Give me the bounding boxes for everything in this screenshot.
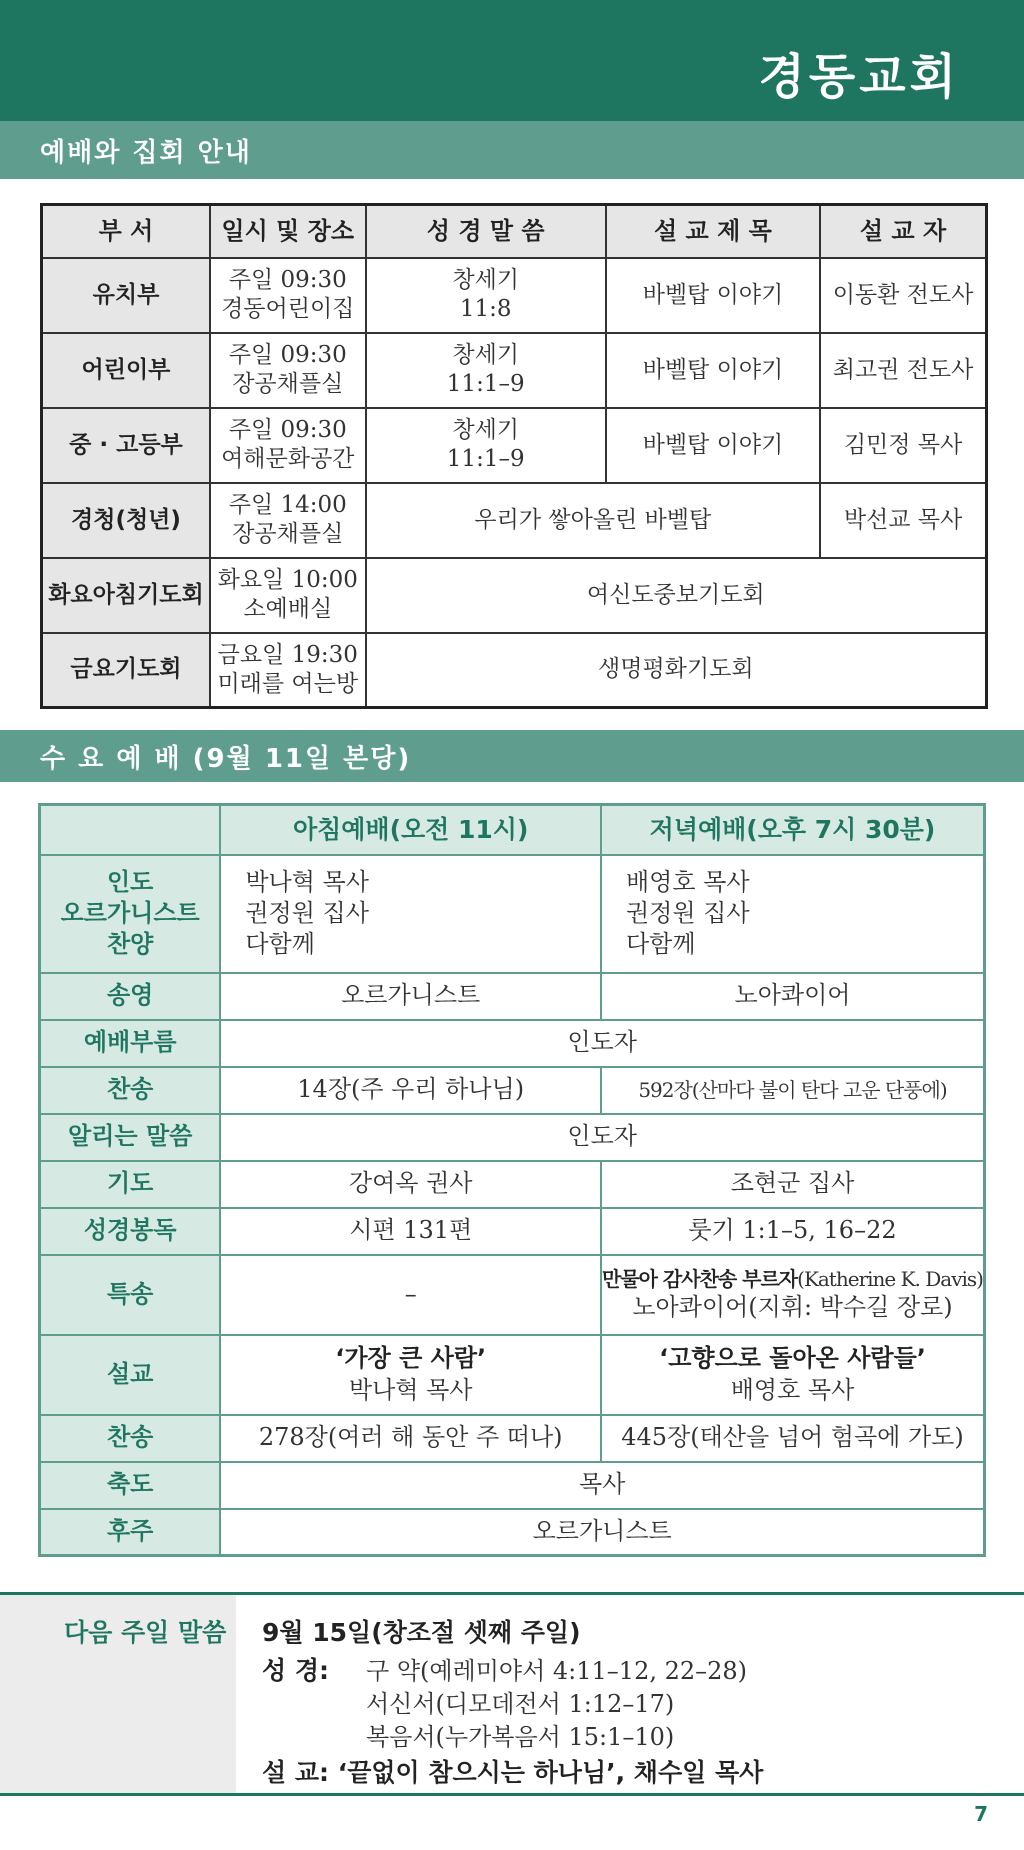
- row-label: 송영: [40, 973, 221, 1020]
- table-header-row: [42, 205, 987, 258]
- time-text: 금요일 19:30: [217, 642, 358, 668]
- col-header-time: 일시 및 장소: [210, 205, 366, 258]
- col-header-title: 설 교 제 목: [606, 205, 820, 258]
- table-row: [40, 1161, 985, 1208]
- preacher-cell: 김민정 목사: [820, 408, 986, 483]
- evening-cell: [601, 1255, 985, 1335]
- row-label: 후주: [40, 1509, 221, 1556]
- evening-cell: [601, 1335, 985, 1415]
- time-text: 주일 14:00: [228, 492, 347, 519]
- title-cell: 생명평화기도회: [366, 633, 987, 708]
- next-sermon: 설 교: ‘끝없이 참으시는 하나님’, 채수일 목사: [262, 1758, 764, 1787]
- scripture-key: 성 경:: [262, 1656, 330, 1685]
- roles-morning-cell: [220, 855, 601, 973]
- morning-cell: [220, 1335, 601, 1415]
- dept-cell: 금요기도회: [42, 633, 210, 708]
- table-row: [42, 558, 987, 633]
- dept-cell: 어린이부: [42, 333, 210, 408]
- roles-evening-cell: [601, 855, 985, 973]
- sermon-preacher: 배영호 목사: [730, 1375, 855, 1404]
- row-label: 알리는 말씀: [40, 1114, 221, 1161]
- shared-cell: 오르가니스트: [220, 1509, 984, 1556]
- sermon-title: ‘가장 큰 사람’: [335, 1344, 487, 1373]
- time-text: 주일 09:30: [228, 267, 347, 294]
- sermon-title: ‘고향으로 돌아온 사람들’: [659, 1344, 926, 1373]
- role-name: 다함께: [245, 930, 315, 959]
- title-cell: 여신도중보기도회: [366, 558, 987, 633]
- time-cell: [210, 408, 366, 483]
- role-label-praise: 찬양: [107, 930, 154, 959]
- role-label-organist: 오르가니스트: [60, 898, 200, 927]
- shared-cell: 목사: [220, 1462, 984, 1509]
- row-label: 설교: [40, 1335, 221, 1415]
- place-text: 장공채플실: [232, 371, 344, 397]
- place-text: 여해문화공간: [221, 446, 355, 472]
- role-name: 권정원 집사: [626, 898, 750, 927]
- table-row: [40, 1255, 985, 1335]
- next-sunday-section: [0, 1592, 1024, 1796]
- header-bar: [0, 0, 1024, 121]
- col-header-scripture: 성 경 말 씀: [366, 205, 606, 258]
- row-label: 기도: [40, 1161, 221, 1208]
- evening-cell: 룻기 1:1–5, 16–22: [601, 1208, 985, 1255]
- scripture-cell: [366, 408, 606, 483]
- title-cell: 바벨탑 이야기: [606, 408, 820, 483]
- corner-cell: [40, 805, 221, 855]
- place-text: 경동어린이집: [221, 296, 355, 322]
- dept-cell: 유치부: [42, 258, 210, 333]
- time-text: 화요일 10:00: [217, 567, 358, 594]
- row-label: 예배부름: [40, 1020, 221, 1067]
- table-row: [40, 1462, 985, 1509]
- table-row: [40, 973, 985, 1020]
- scripture-line: 구 약(예레미야서 4:11–12, 22–28): [366, 1657, 748, 1685]
- role-name: 다함께: [626, 930, 696, 959]
- table-row: [40, 1208, 985, 1255]
- wednesday-service-table: [38, 803, 986, 1557]
- col-header-preacher: 설 교 자: [820, 205, 986, 258]
- next-sunday-label: 다음 주일 말씀: [64, 1618, 227, 1647]
- special-song-composer: (Katherine K. Davis): [797, 1266, 983, 1291]
- row-label: 찬송: [40, 1415, 221, 1462]
- evening-cell: 592장(산마다 불이 탄다 고운 단풍에): [601, 1067, 985, 1114]
- role-label-leader: 인도: [107, 867, 154, 896]
- table-header-row: [40, 805, 985, 855]
- scripture-verse: 11:8: [459, 296, 512, 322]
- time-cell: [210, 258, 366, 333]
- dept-cell: 중 · 고등부: [42, 408, 210, 483]
- shared-cell: 인도자: [220, 1114, 984, 1161]
- table-row: [42, 633, 987, 708]
- title-cell: 바벨탑 이야기: [606, 333, 820, 408]
- title-cell: 우리가 쌓아올린 바벨탑: [366, 483, 820, 558]
- scripture-verse: 11:1–9: [446, 371, 525, 397]
- church-name: 경동교회: [758, 49, 960, 105]
- col-header-dept: 부 서: [42, 205, 210, 258]
- table-row: [40, 1509, 985, 1556]
- time-text: 주일 09:30: [228, 417, 347, 444]
- row-label: 찬송: [40, 1067, 221, 1114]
- row-label: 성경봉독: [40, 1208, 221, 1255]
- section-title-wednesday: 수 요 예 배 (9월 11일 본당): [0, 730, 1024, 782]
- scripture-verse: 11:1–9: [446, 446, 525, 472]
- role-name: 배영호 목사: [626, 867, 750, 896]
- role-name: 권정원 집사: [245, 898, 369, 927]
- time-text: 주일 09:30: [228, 342, 347, 369]
- table-row: [40, 1067, 985, 1114]
- role-name: 박나혁 목사: [245, 867, 369, 896]
- services-table: [40, 203, 988, 709]
- morning-cell: 오르가니스트: [220, 973, 601, 1020]
- table-row: [40, 1415, 985, 1462]
- table-row: [42, 258, 987, 333]
- sermon-preacher: 박나혁 목사: [348, 1375, 473, 1404]
- time-cell: [210, 483, 366, 558]
- morning-cell: 시편 131편: [220, 1208, 601, 1255]
- special-song-title: 만물아 감사찬송 부르자: [602, 1266, 798, 1291]
- time-cell: [210, 633, 366, 708]
- scripture-line: 서신서(디모데전서 1:12–17): [366, 1690, 675, 1718]
- col-header-evening: 저녁예배(오후 7시 30분): [601, 805, 985, 855]
- table-row: [42, 408, 987, 483]
- section-title-services: 예배와 집회 안내: [0, 121, 1024, 179]
- scripture-book: 창세기: [452, 267, 520, 294]
- scripture-cell: [366, 258, 606, 333]
- evening-cell: 445장(태산을 넘어 험곡에 가도): [601, 1415, 985, 1462]
- row-label: 축도: [40, 1462, 221, 1509]
- preacher-cell: 박선교 목사: [820, 483, 986, 558]
- dept-cell: 화요아침기도회: [42, 558, 210, 633]
- evening-cell: 노아콰이어: [601, 973, 985, 1020]
- table-row: [40, 1335, 985, 1415]
- page-number: 7: [974, 1802, 988, 1826]
- preacher-cell: 이동환 전도사: [820, 258, 986, 333]
- table-row: [42, 333, 987, 408]
- table-row: [40, 1020, 985, 1067]
- row-label: 특송: [40, 1255, 221, 1335]
- scripture-cell: [366, 333, 606, 408]
- morning-cell: 278장(여러 해 동안 주 떠나): [220, 1415, 601, 1462]
- col-header-morning: 아침예배(오전 11시): [220, 805, 601, 855]
- roles-label-cell: [40, 855, 221, 973]
- time-cell: [210, 333, 366, 408]
- morning-cell: 14장(주 우리 하나님): [220, 1067, 601, 1114]
- shared-cell: 인도자: [220, 1020, 984, 1067]
- next-sunday-date: 9월 15일(창조절 셋째 주일): [262, 1618, 581, 1647]
- scripture-line: 복음서(누가복음서 15:1–10): [366, 1723, 675, 1751]
- special-song-choir: 노아콰이어(지휘: 박수길 장로): [632, 1292, 953, 1321]
- title-cell: 바벨탑 이야기: [606, 258, 820, 333]
- table-row: [42, 483, 987, 558]
- table-row: [40, 1114, 985, 1161]
- scripture-book: 창세기: [452, 342, 520, 369]
- preacher-cell: 최고권 전도사: [820, 333, 986, 408]
- morning-cell: –: [220, 1255, 601, 1335]
- place-text: 소예배실: [243, 596, 333, 622]
- morning-cell: 강여옥 권사: [220, 1161, 601, 1208]
- dept-cell: 경청(청년): [42, 483, 210, 558]
- evening-cell: 조현군 집사: [601, 1161, 985, 1208]
- table-row: [40, 855, 985, 973]
- place-text: 장공채플실: [232, 521, 344, 547]
- time-cell: [210, 558, 366, 633]
- place-text: 미래를 여는방: [217, 670, 359, 697]
- scripture-book: 창세기: [452, 417, 520, 444]
